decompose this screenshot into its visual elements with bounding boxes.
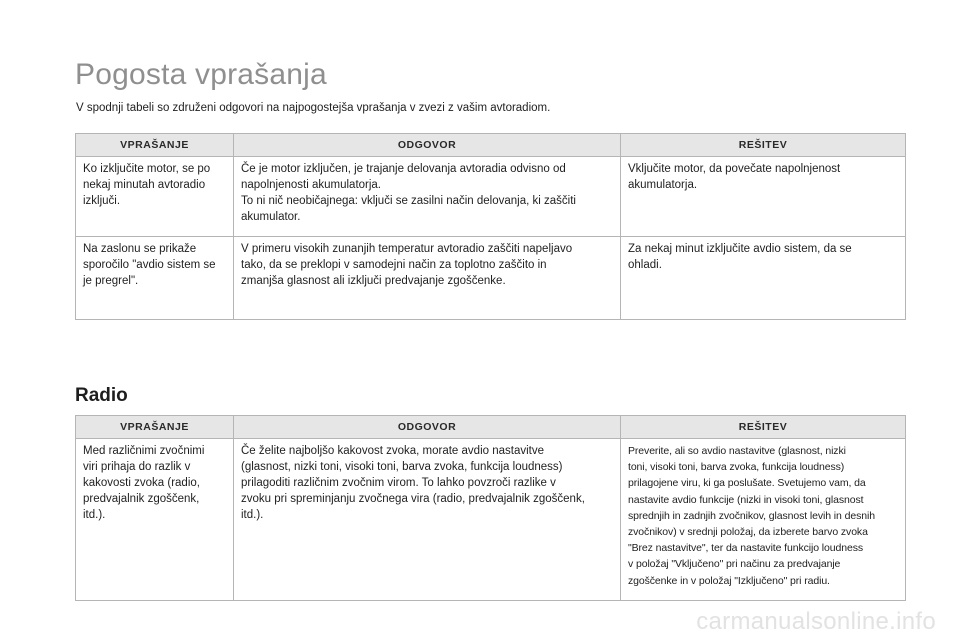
header-question: VPRAŠANJE (76, 416, 234, 439)
table-row (76, 157, 906, 237)
table-row (76, 237, 906, 320)
page-title: Pogosta vprašanja (75, 58, 327, 91)
answer-line: prilagoditi različnim zvočnim virom. To lahko povzroči razlike v (241, 477, 556, 489)
question-line: izključi. (83, 195, 121, 207)
intro-text: V spodnji tabeli so združeni odgovori na najpogostejša vprašanja v zvezi z vašim avtoradiom. (76, 102, 551, 114)
answer-line: napolnjenosti akumulatorja. (241, 179, 382, 191)
solution-line: zgoščenke in v položaj "Izključeno" pri radiu. (628, 574, 830, 587)
question-cell (76, 157, 234, 237)
question-line: itd.). (83, 509, 106, 521)
table-header-row (76, 134, 906, 157)
table-row (76, 439, 906, 601)
question-cell (76, 439, 234, 601)
faq-table-general (75, 133, 906, 320)
answer-line: V primeru visokih zunanjih temperatur avtoradio zaščiti napeljavo (241, 243, 573, 255)
solution-line: "Brez nastavitve", ter da nastavite funkcijo loudness (628, 542, 864, 555)
solution-line: nastavite avdio funkcije (nizki in visoki toni, glasnost (628, 493, 864, 506)
answer-line: To ni nič neobičajnega: vključi se zasilni način delovanja, ki zaščiti (241, 195, 576, 207)
solution-line: akumulatorja. (628, 179, 698, 191)
solution-line: Preverite, ali so avdio nastavitve (glasnost, nizki (628, 445, 846, 457)
faq-table-radio (75, 415, 906, 601)
header-answer: ODGOVOR (234, 134, 621, 157)
answer-line: Če želite najboljšo kakovost zvoka, morate avdio nastavitve (241, 445, 544, 457)
table-header-row (76, 416, 906, 439)
question-line: Na zaslonu se prikaže (83, 243, 197, 255)
solution-line: Vključite motor, da povečate napolnjenost (628, 163, 841, 175)
answer-line: (glasnost, nizki toni, visoki toni, barva zvoka, funkcija loudness) (241, 461, 563, 473)
answer-line: zmanjša glasnost ali izključi predvajanje zgoščenke. (241, 275, 506, 287)
solution-cell (621, 439, 906, 601)
question-line: je pregrel". (83, 275, 139, 287)
header-question: VPRAŠANJE (76, 134, 234, 157)
question-line: viri prihaja do razlik v (83, 461, 191, 473)
solution-line: Za nekaj minut izključite avdio sistem, da se (628, 243, 852, 255)
answer-line: itd.). (241, 509, 264, 521)
solution-cell (621, 237, 906, 320)
answer-cell (234, 157, 621, 237)
answer-line: tako, da se preklopi v samodejni način za toplotno zaščito in (241, 259, 547, 271)
header-solution: REŠITEV (621, 416, 906, 439)
answer-line: zvoku pri spreminjanju zvočnega vira (radio, predvajalnik zgoščenk, (241, 493, 585, 505)
question-line: nekaj minutah avtoradio (83, 179, 206, 191)
solution-cell (621, 157, 906, 237)
question-line: Med različnimi zvočnimi (83, 445, 205, 457)
solution-line: prilagojene viru, ki ga poslušate. Svetujemo vam, da (628, 477, 866, 490)
watermark-text: carmanualsonline.info (696, 608, 936, 635)
answer-line: Če je motor izključen, je trajanje delovanja avtoradia odvisno od (241, 163, 566, 175)
question-line: Ko izključite motor, se po (83, 163, 211, 175)
header-answer: ODGOVOR (234, 416, 621, 439)
solution-line: ohladi. (628, 259, 662, 271)
answer-cell (234, 439, 621, 601)
question-line: predvajalnik zgoščenk, (83, 493, 200, 505)
solution-line: sprednjih in zadnjih zvočnikov, glasnost levih in desnih (628, 509, 875, 522)
header-solution: REŠITEV (621, 134, 906, 157)
question-line: kakovosti zvoka (radio, (83, 477, 200, 489)
solution-line: zvočnikov) v srednji položaj, da izberete barvo zvoka (628, 526, 868, 539)
question-line: sporočilo "avdio sistem se (83, 259, 216, 271)
section-title-radio: Radio (75, 385, 128, 406)
answer-line: akumulator. (241, 211, 301, 223)
answer-cell (234, 237, 621, 320)
solution-line: toni, visoki toni, barva zvoka, funkcija loudness) (628, 461, 845, 474)
solution-line: v položaj "Vključeno" pri načinu za predvajanje (628, 558, 841, 571)
question-cell (76, 237, 234, 320)
